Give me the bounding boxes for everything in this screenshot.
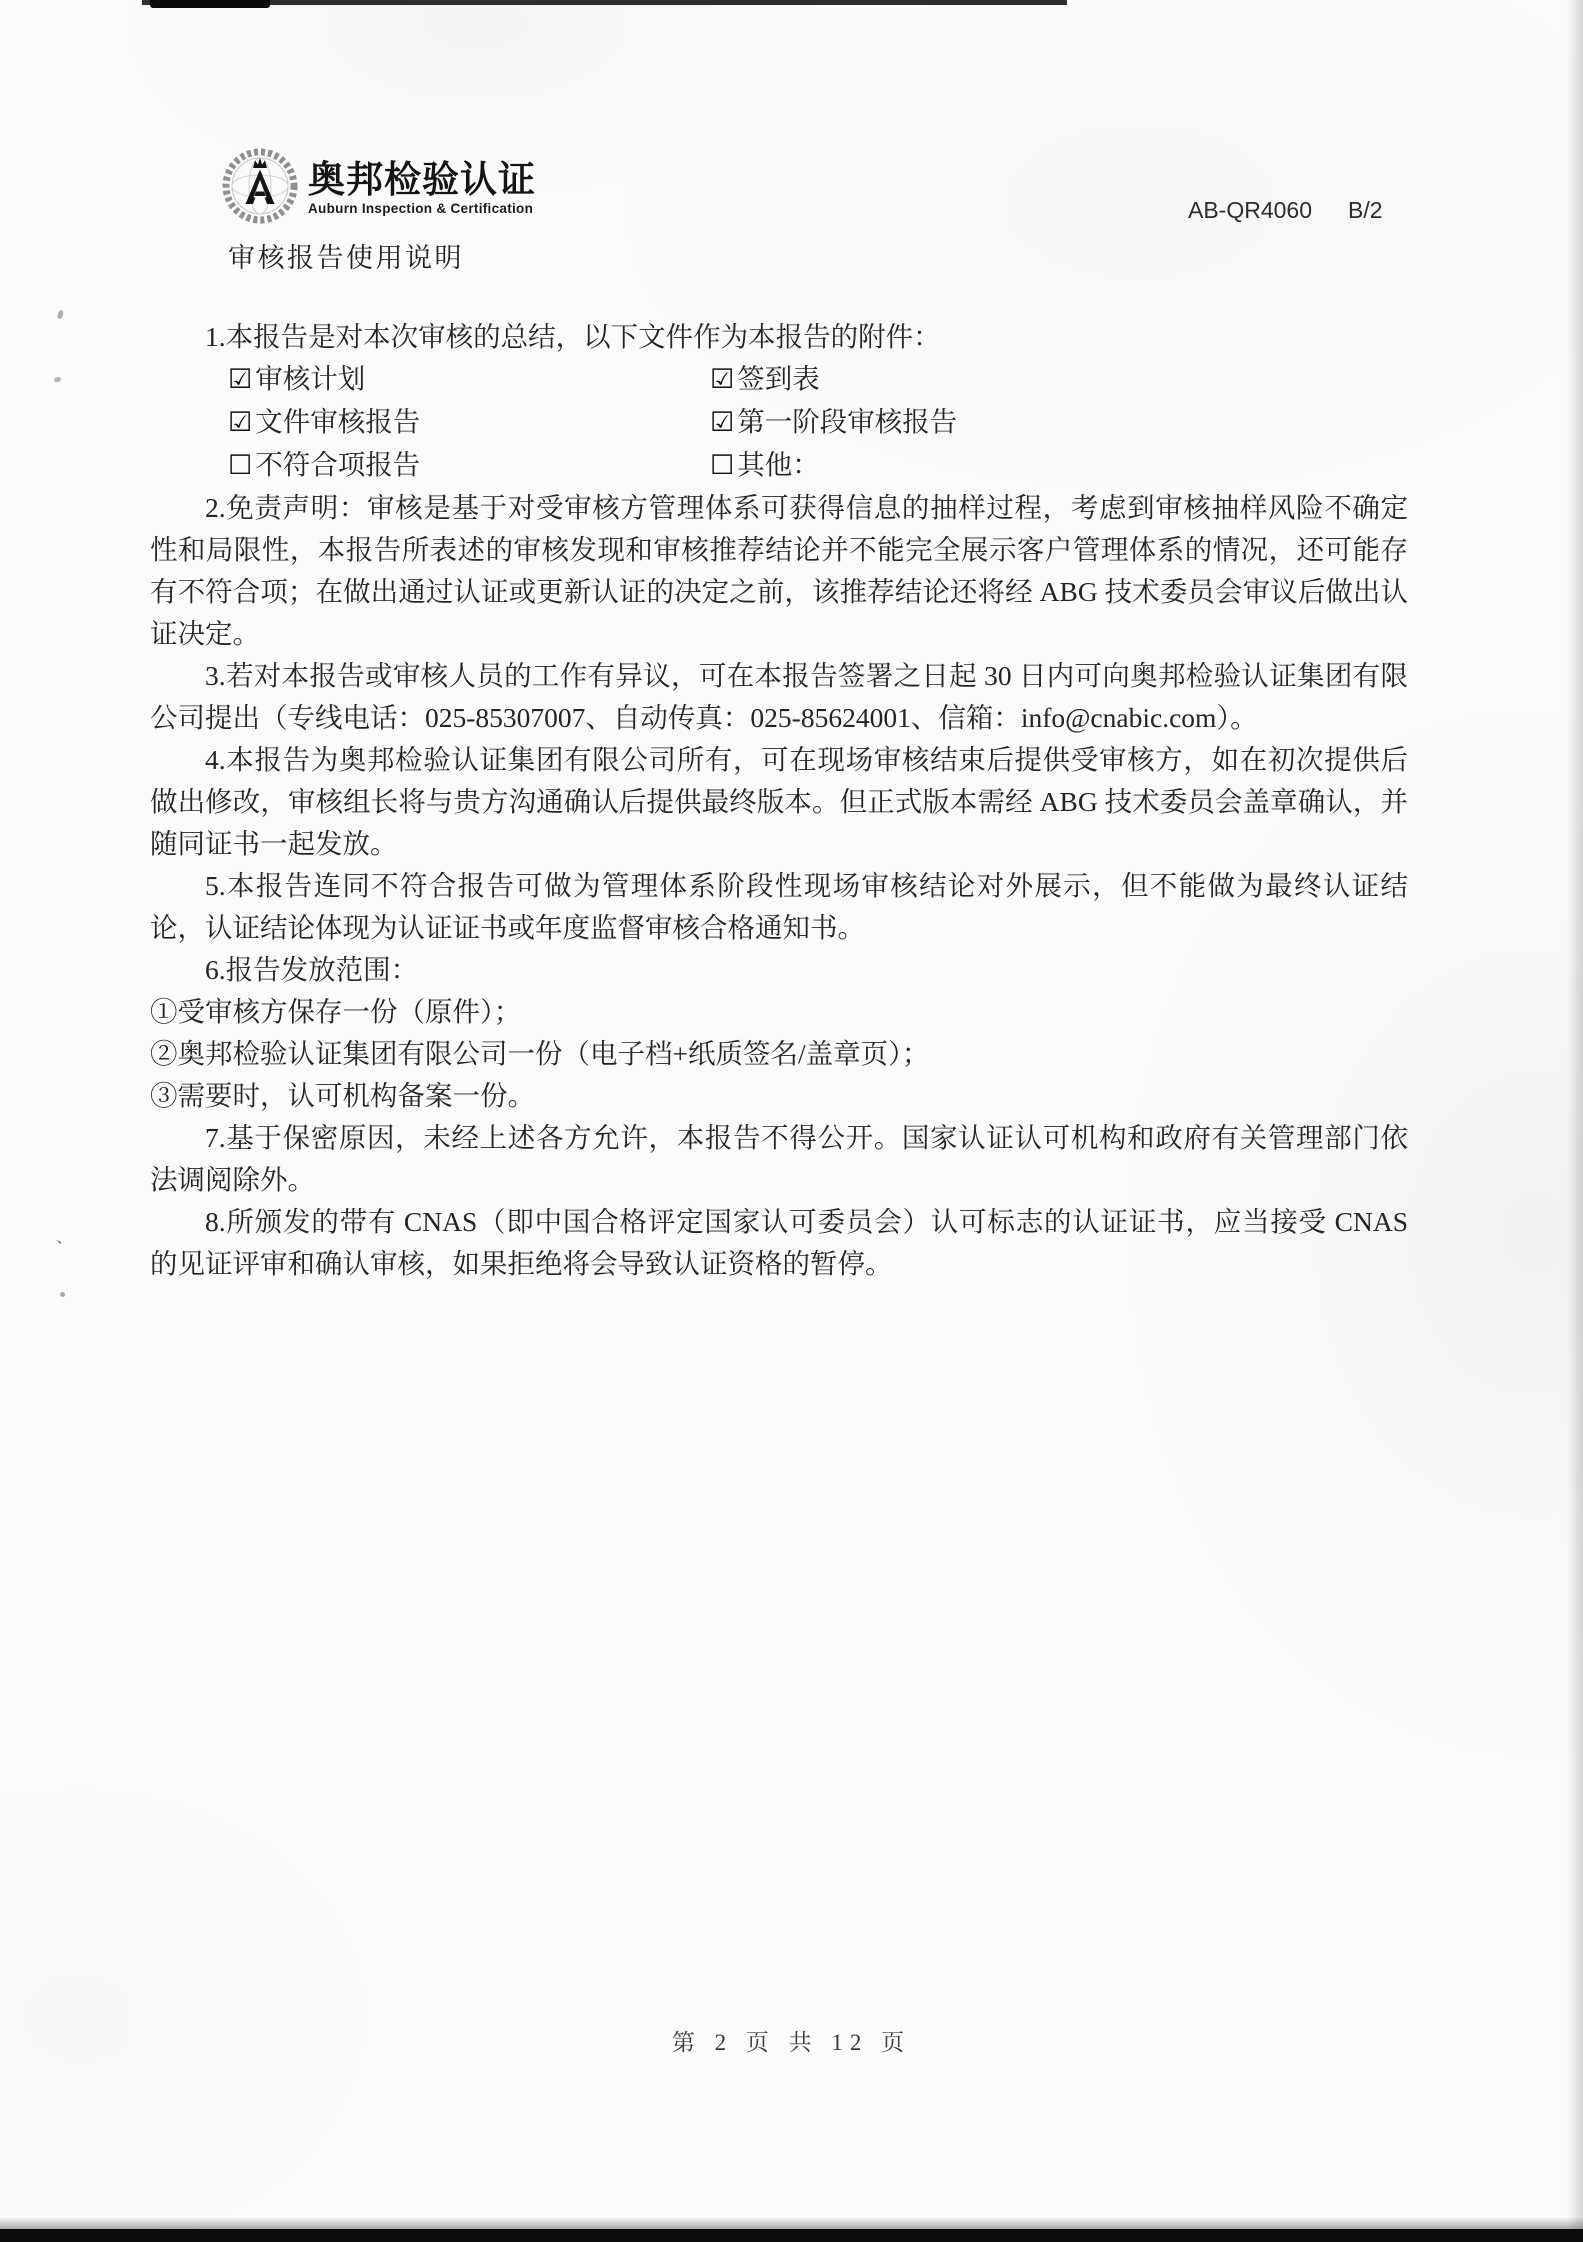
- attachment-row: [228, 401, 1408, 444]
- paragraph-2-disclaimer: 2.免责声明：审核是基于对受审核方管理体系可获得信息的抽样过程，考虑到审核抽样风险不确定性和局限性，本报告所表述的审核发现和审核推荐结论并不能完全展示客户管理体系的情况，还可能存有不符合项；在做出通过认证或更新认证的决定之前，该推荐结论还将经 ABG 技术委员会审议后做出认证决定。: [150, 492, 1408, 649]
- checkbox-label: 第一阶段审核报告: [737, 406, 958, 437]
- paragraph-8-cnas: 8.所颁发的带有 CNAS（即中国合格评定国家认可委员会）认可标志的认证证书，应当接受 CNAS 的见证评审和确认审核，如果拒绝将会导致认证资格的暂停。: [150, 1206, 1408, 1279]
- document-body: [150, 316, 1408, 1285]
- company-emblem-icon: [220, 146, 300, 231]
- attachment-row: [228, 358, 1408, 401]
- scan-artifact-bottom-edge: [0, 2229, 1583, 2242]
- page-title: 审核报告使用说明: [228, 243, 464, 273]
- distribution-item-1: ①受审核方保存一份（原件）；: [150, 996, 522, 1027]
- company-name-cn: 奥邦检验认证: [308, 159, 536, 200]
- document-code: [1188, 197, 1383, 224]
- checkbox-label: 文件审核报告: [255, 406, 421, 437]
- scan-artifact-top-line: [142, 0, 1067, 5]
- checkbox-unchecked-icon: ☐: [710, 450, 735, 481]
- scan-artifact-top-blob: [150, 0, 270, 8]
- scan-artifact-speck: [60, 1292, 65, 1297]
- company-logo: [220, 146, 536, 231]
- distribution-item-2: ②奥邦检验认证集团有限公司一份（电子档+纸质签名/盖章页）；: [150, 1038, 930, 1069]
- checkbox-label: 不符合项报告: [255, 449, 421, 480]
- checkbox-stage1-audit-report: [710, 401, 957, 444]
- checkbox-label: 其他：: [737, 449, 820, 480]
- distribution-item-3: ③需要时，认可机构备案一份。: [150, 1080, 535, 1111]
- checkbox-nonconformity-report: [228, 444, 710, 487]
- checkbox-checked-icon: ☑: [710, 407, 735, 438]
- scan-artifact-bottom-fade: [0, 2217, 1583, 2229]
- checkbox-unchecked-icon: ☐: [228, 450, 253, 481]
- attachment-row: [228, 444, 1408, 487]
- checkbox-other: [710, 444, 820, 487]
- page-number: 第 2 页 共 12 页: [671, 2030, 912, 2055]
- paragraph-1: 1.本报告是对本次审核的总结，以下文件作为本报告的附件：: [205, 321, 941, 352]
- checkbox-label: 签到表: [737, 363, 820, 394]
- paragraph-5-display: 5.本报告连同不符合报告可做为管理体系阶段性现场审核结论对外展示，但不能做为最终认证结论，认证结论体现为认证证书或年度监督审核合格通知书。: [150, 870, 1408, 943]
- checkbox-checked-icon: ☑: [710, 364, 735, 395]
- scan-artifact-speck: [57, 309, 65, 319]
- checkbox-audit-plan: [228, 358, 710, 401]
- checkbox-label: 审核计划: [255, 363, 366, 394]
- checkbox-document-audit-report: [228, 401, 710, 444]
- company-logo-text: [308, 161, 536, 216]
- paragraph-6-distribution-head: 6.报告发放范围：: [205, 954, 419, 985]
- document-code-version: B/2: [1348, 197, 1383, 223]
- checkbox-checked-icon: ☑: [228, 364, 253, 395]
- scan-artifact-speck: [53, 376, 61, 383]
- paragraph-7-confidentiality: 7.基于保密原因，未经上述各方允许，本报告不得公开。国家认证认可机构和政府有关管理部门依法调阅除外。: [150, 1122, 1408, 1195]
- checkbox-sign-in-sheet: [710, 358, 820, 401]
- company-name-en: Auburn Inspection & Certification: [308, 201, 534, 216]
- scan-artifact-mark: 、: [54, 1225, 74, 1248]
- paragraph-3-objection: 3.若对本报告或审核人员的工作有异议，可在本报告签署之日起 30 日内可向奥邦检验认证集团有限公司提出（专线电话：025-85307007、自动传真：025-85624001、信箱：info@cnabic.com）。: [150, 660, 1408, 733]
- paragraph-4-ownership: 4.本报告为奥邦检验认证集团有限公司所有，可在现场审核结束后提供受审核方，如在初次提供后做出修改，审核组长将与贵方沟通确认后提供最终版本。但正式版本需经 ABG 技术委员会盖章确认，并随同证书一起发放。: [150, 744, 1408, 859]
- document-code-number: AB-QR4060: [1188, 197, 1313, 223]
- scan-artifact-right-shadow: [1567, 0, 1583, 2242]
- checkbox-checked-icon: ☑: [228, 407, 253, 438]
